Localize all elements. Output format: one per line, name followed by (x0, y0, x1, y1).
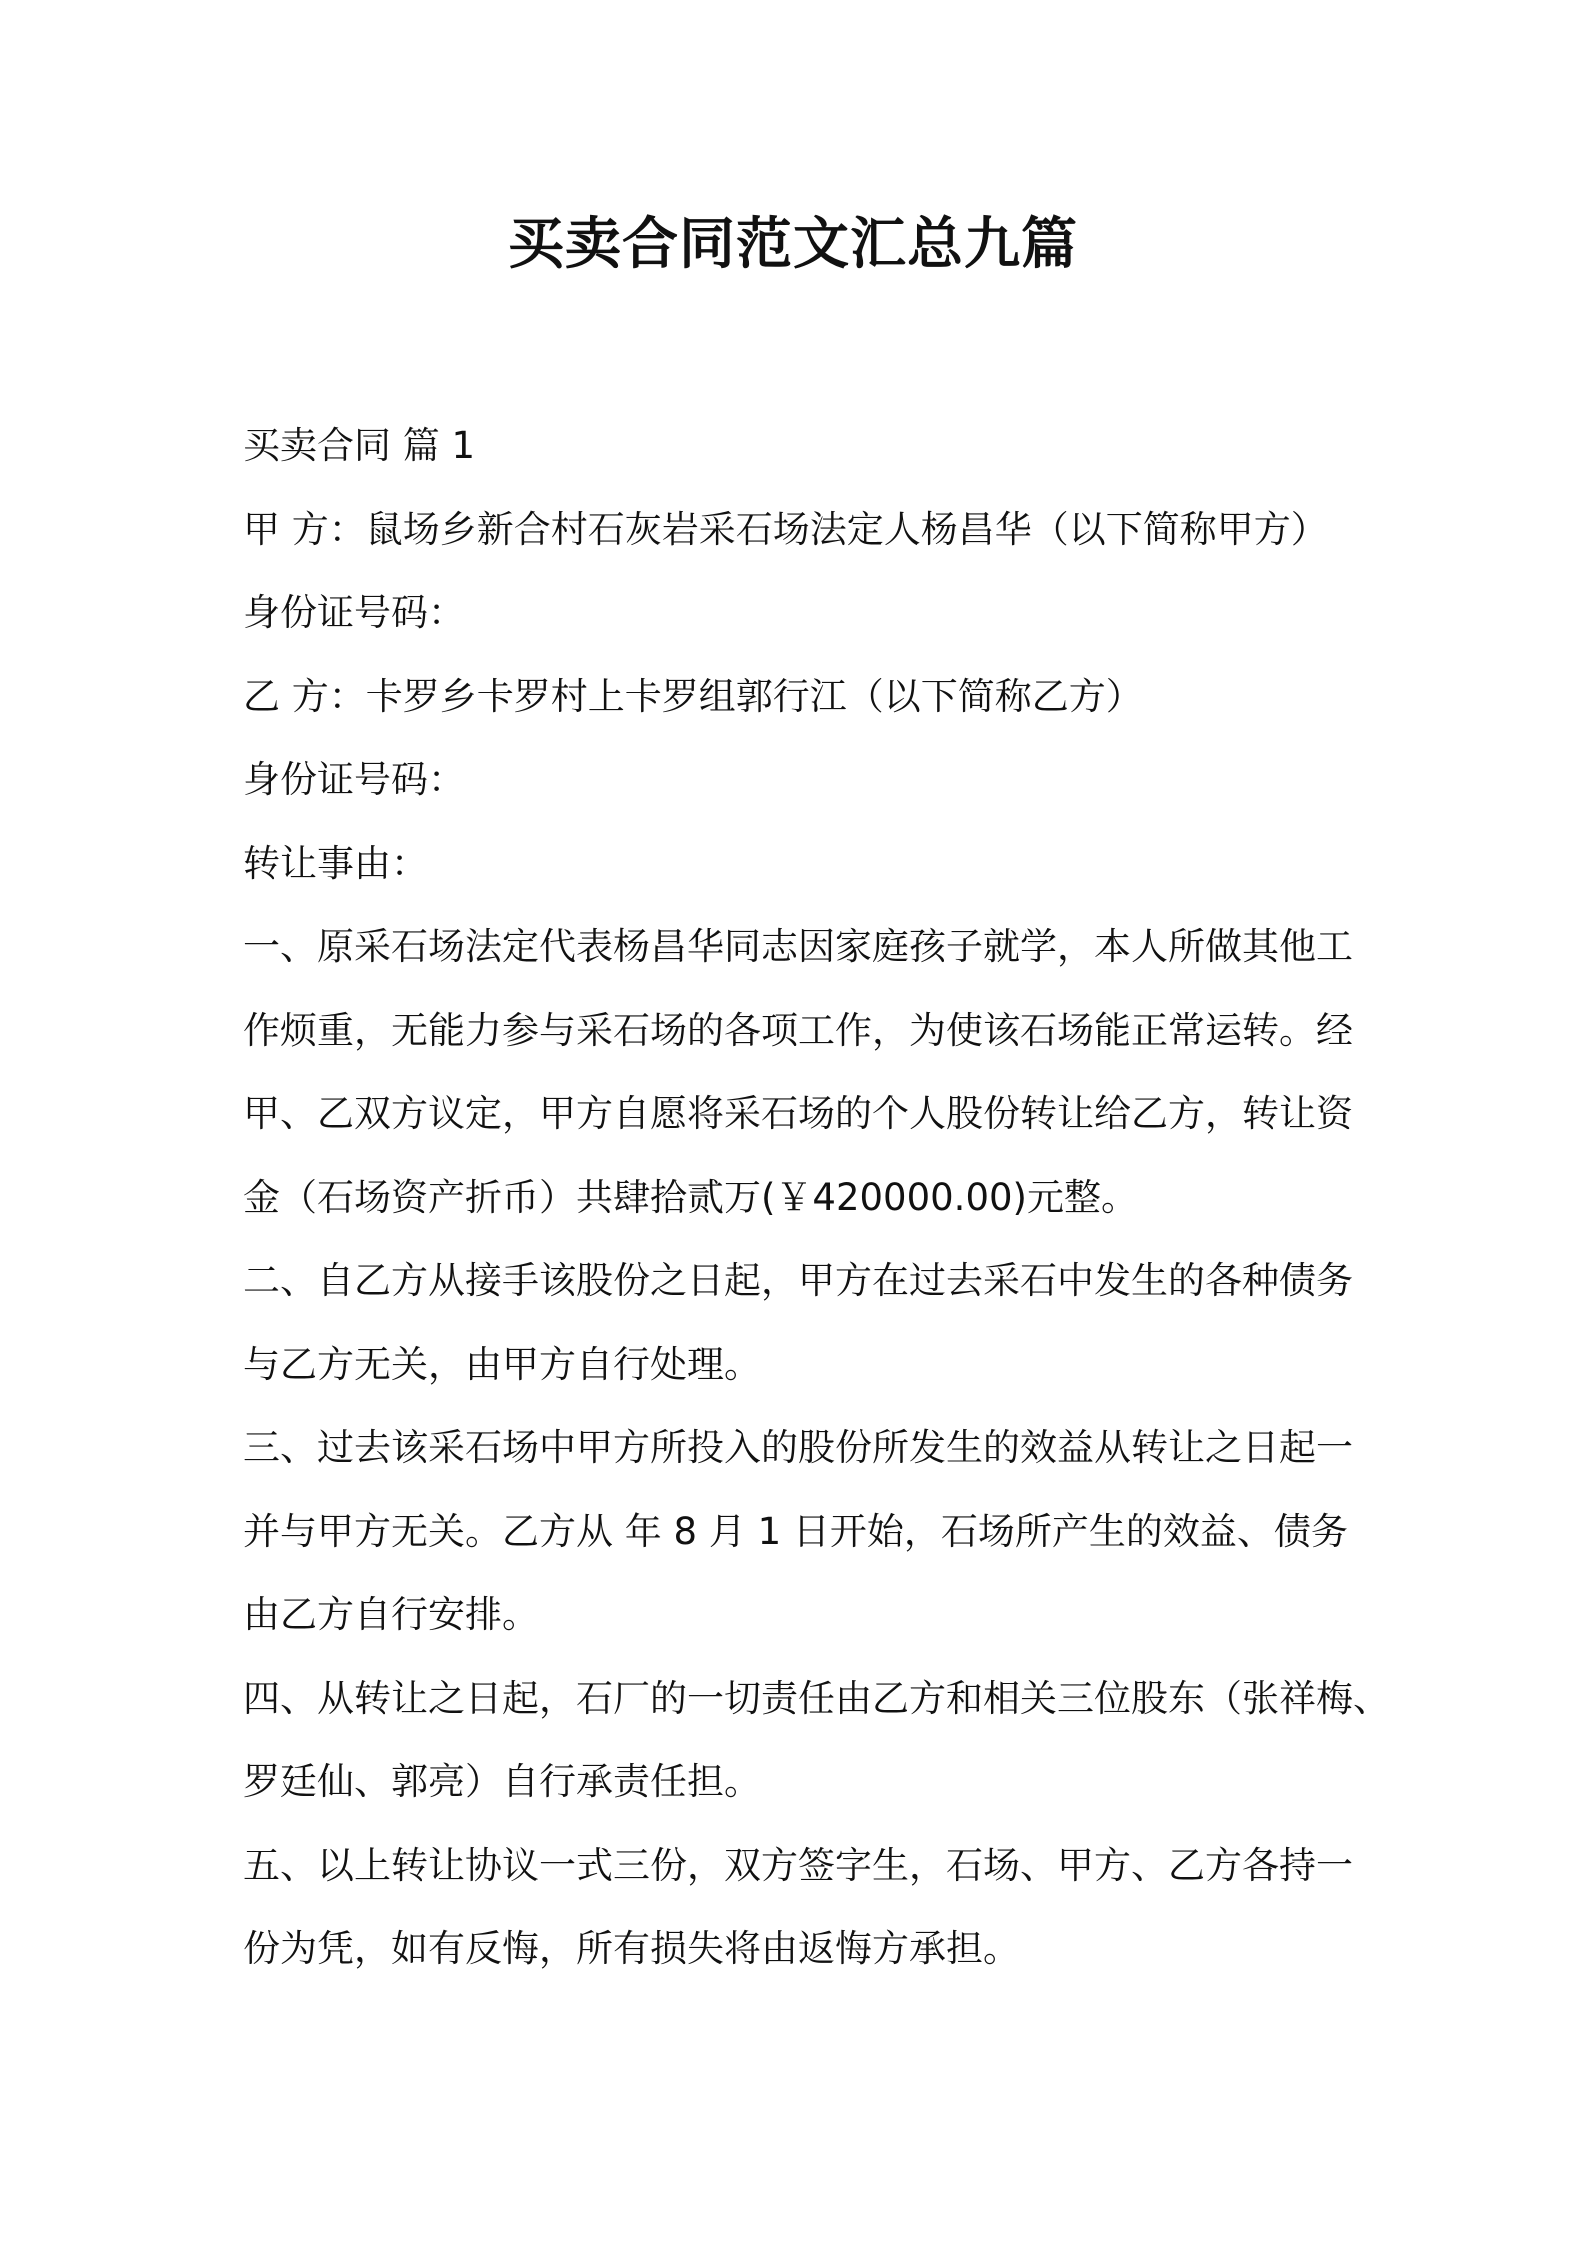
clause-5-line-1: 五、以上转让协议一式三份，双方签字生，石场、甲方、乙方各持一 (243, 1843, 1353, 1887)
clause-4-line-1: 四、从转让之日起，石厂的一切责任由乙方和相关三位股东（张祥梅、 (243, 1676, 1390, 1720)
document-title: 买卖合同范文汇总九篇 (508, 212, 1078, 277)
clause-3-line-1: 三、过去该采石场中甲方所投入的股份所发生的效益从转让之日起一 (243, 1426, 1353, 1469)
party-a-id-line: 身份证号码： (243, 591, 465, 634)
clause-2-line-1: 二、自乙方从接手该股份之日起，甲方在过去采石中发生的各种债务 (243, 1259, 1353, 1302)
clause-4-line-2: 罗廷仙、郭亮）自行承责任担。 (243, 1760, 761, 1803)
party-b-id-line: 身份证号码： (243, 758, 465, 801)
party-a-line: 甲 方：鼠场乡新合村石灰岩采石场法定人杨昌华（以下简称甲方） (243, 507, 1328, 551)
clause-2-line-2: 与乙方无关，由甲方自行处理。 (243, 1342, 761, 1386)
clause-1-line-4: 金（石场资产折币）共肆拾贰万(￥420000.00)元整。 (243, 1175, 1138, 1219)
section-heading: 买卖合同 篇 1 (243, 424, 476, 467)
clause-3-line-2: 并与甲方无关。乙方从 年 8 月 1 日开始，石场所产生的效益、债务 (243, 1509, 1348, 1553)
clause-1-line-3: 甲、乙双方议定，甲方自愿将采石场的个人股份转让给乙方，转让资 (243, 1092, 1353, 1135)
party-b-line: 乙 方：卡罗乡卡罗村上卡罗组郭行江（以下简称乙方） (243, 674, 1143, 718)
reason-heading: 转让事由： (243, 841, 428, 885)
document-body (243, 404, 1390, 1991)
clause-1-line-2: 作烦重，无能力参与采石场的各项工作，为使该石场能正常运转。经 (243, 1008, 1353, 1052)
clause-5-line-2: 份为凭，如有反悔，所有损失将由返悔方承担。 (243, 1927, 1020, 1970)
clause-1-line-1: 一、原采石场法定代表杨昌华同志因家庭孩子就学，本人所做其他工 (243, 925, 1353, 968)
clause-3-line-3: 由乙方自行安排。 (243, 1593, 539, 1636)
